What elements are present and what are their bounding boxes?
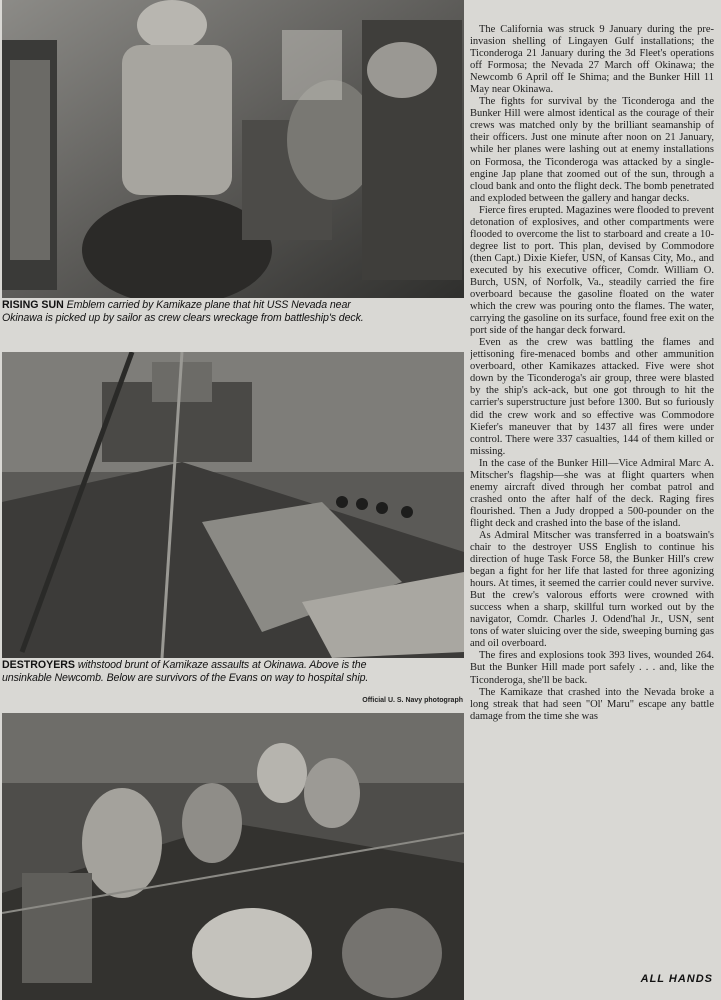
caption-2-line1: withstood brunt of Kamikaze assaults at Okinawa. Above is the	[75, 659, 367, 671]
photo-credit: Official U. S. Navy photograph	[362, 697, 463, 704]
article-paragraph-4: Even as the crew was battling the flames and jettisoning fire-menaced bombs and other ammunition overboard, other Kamikazes attacked. Five were shot down by the Ticonderoga's air group, three were blasted by the ship's ack-ack, but one got through to hit the carrier's superstructure just before 1300. But so furiously did the crew work and so effective was Commodore Kiefer's maneuver that by 1437 all fires were under control. There were 337 casualties, 144 of them killed or missing.	[470, 337, 714, 457]
article-paragraph-1: The California was struck 9 January during the pre-invasion shelling of Lingayen Gulf installations; the Ticonderoga 21 January during the 3d Fleet's operations off Formosa; the Nevada 27 March off Okinawa; the Newcomb 6 April off Ie Shima; and the Bunker Hill 11 May near Okinawa.	[470, 24, 714, 96]
photo-sailor-image	[2, 0, 464, 298]
article-paragraph-7: The fires and explosions took 393 lives, wounded 264. But the Bunker Hill made port safely . . . and, like the Ticonderoga, she'll be back.	[470, 650, 714, 686]
article-paragraph-2: The fights for survival by the Ticonderoga and the Bunker Hill were almost identical as the courage of their crews was matched only by the brilliant seamanship of their officers. Just one minute after noon on 21 January, while her planes were lashing out at enemy installations on Formosa, the Ticonderoga was attacked by a single-engine Jap plane that zoomed out of the sun, through a cloud bank and onto the flight deck. The bomb penetrated and exploded between the gallery and hangar decks.	[470, 96, 714, 204]
article-paragraph-3: Fierce fires erupted. Magazines were flooded to prevent detonation of explosives, and other compartments were flooded to overcome the list to starboard and create a 10-degree list to port. This plan, devised by Commodore (then Capt.) Dixie Kiefer, USN, of Kansas City, Mo., and executed by his executive officer, Comdr. William O. Burch, USN, of Norfolk, Va., steadily carried the fire overboard because the gasoline floated on the water which the crew was pouring onto the flames. The water, carrying the gasoline on its surface, found free exit on the port side of the hangar deck forward.	[470, 204, 714, 337]
caption-2-line2: unsinkable Newcomb. Below are survivors of the Evans on way to hospital ship.	[2, 672, 369, 684]
magazine-footer-title: ALL HANDS	[640, 973, 713, 985]
photo-evans-survivors	[2, 713, 464, 1000]
photo-destroyer-image	[2, 352, 464, 658]
article-body	[470, 24, 714, 974]
photo-destroyer-newcomb	[2, 352, 464, 658]
photo-survivors-image	[2, 713, 464, 1000]
caption-1-line2: Okinawa is picked up by sailor as crew clears wreckage from battleship's deck.	[2, 312, 364, 324]
caption-1-lead: RISING SUN	[2, 299, 64, 311]
photo-sailor-kamikaze-emblem	[2, 0, 464, 298]
caption-photo-1	[2, 299, 464, 325]
article-paragraph-5: In the case of the Bunker Hill—Vice Admiral Marc A. Mitscher's flagship—she was at flight quarters when enemy aircraft dived through her combat patrol and crashed onto the after half of the deck. Raging fires flourished. Then a Judy dropped a 500-pounder on the flight deck and crashed into the base of the island.	[470, 457, 714, 529]
caption-1-line1: Emblem carried by Kamikaze plane that hit USS Nevada near	[63, 299, 351, 311]
caption-photo-2	[2, 659, 464, 685]
caption-2-lead: DESTROYERS	[2, 659, 75, 671]
article-paragraph-6: As Admiral Mitscher was transferred in a boatswain's chair to the destroyer USS English to continue his direction of huge Task Force 58, the Bunker Hill's crew began a fight for her life that lasted for three agonizing hours. At times, it seemed the carrier could never survive. But the crew's valorous efforts were crowned with success when a sharp, skillful turn worked out by the navigator, Comdr. Charles J. Odend'hal Jr., USN, sent tons of water sluicing over the side, sweeping burning gas and oil overboard.	[470, 529, 714, 650]
article-paragraph-8: The Kamikaze that crashed into the Nevada broke a long streak that had seen "Ol' Maru" escape any battle damage from the time she was	[470, 686, 714, 722]
